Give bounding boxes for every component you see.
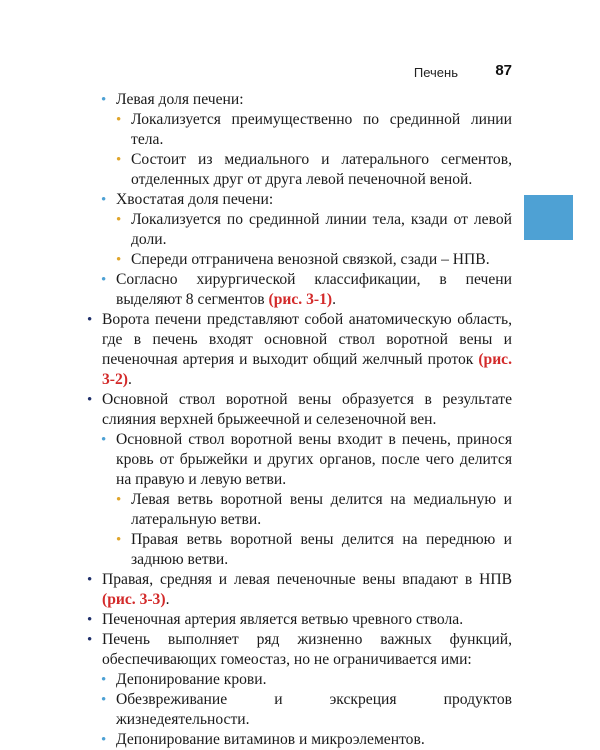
bullet-icon: • <box>101 272 107 288</box>
list-item: • Основной ствол воротной вены образуется в результате слияния верхней брыжеечной и селезеночной вен. <box>87 391 512 428</box>
bullet-icon: • <box>101 732 107 748</box>
list-item: • Согласно хирургической классификации, в печени выделяют 8 сегментов (рис. 3-1). <box>101 271 512 308</box>
bullet-icon: • <box>101 432 107 448</box>
list-item: • Депонирование крови. <box>101 671 267 688</box>
list-item: • Печеночная артерия является ветвью чревного ствола. <box>87 611 464 628</box>
list-item: • Левая ветвь воротной вены делится на медиальную и латеральную ветви. <box>116 491 512 528</box>
list-item: • Депонирование витаминов и микроэлементов. <box>101 731 425 748</box>
bullet-icon: • <box>87 632 93 648</box>
bullet-icon: • <box>101 192 107 208</box>
page-body <box>87 90 512 750</box>
bullet-icon: • <box>101 672 107 688</box>
bullet-icon: • <box>87 572 93 588</box>
list-item: • Обезвреживание и экскреция продуктов жизнедеятельности. <box>101 691 512 728</box>
running-header <box>0 62 512 84</box>
list-item: • Локализуется преимущественно по срединной линии тела. <box>116 111 512 148</box>
list-item: • Правая ветвь воротной вены делится на переднюю и заднюю ветви. <box>116 531 512 568</box>
list-item: • Спереди отграничена венозной связкой, сзади – НПВ. <box>116 251 490 268</box>
chapter-title: Печень <box>413 65 458 80</box>
figure-reference[interactable]: (рис. 3-2) <box>102 351 512 388</box>
chapter-tab-marker <box>524 195 573 240</box>
bullet-icon: • <box>116 212 122 228</box>
bullet-icon: • <box>87 392 93 408</box>
bullet-icon: • <box>101 692 107 708</box>
bullet-icon: • <box>87 612 93 628</box>
bullet-icon: • <box>116 532 122 548</box>
list-item: • Основной ствол воротной вены входит в печень, принося кровь от брыжейки и других органов, после чего делится на правую и левую ветви. <box>101 431 512 488</box>
figure-reference[interactable]: (рис. 3-3) <box>102 591 166 608</box>
bullet-icon: • <box>116 152 122 168</box>
list-item: • Хвостатая доля печени: <box>101 191 274 208</box>
list-item: • Состоит из медиального и латерального сегментов, отделенных друг от друга левой печеночной веной. <box>116 151 512 188</box>
bullet-icon: • <box>116 252 122 268</box>
bullet-icon: • <box>116 492 122 508</box>
list-item: • Ворота печени представляют собой анатомическую область, где в печень входят основной ствол воротной вены и печеночная артерия и выходит общий желчный проток (рис. 3-2). <box>87 311 512 388</box>
page-number: 87 <box>495 62 512 79</box>
figure-reference[interactable]: (рис. 3-1) <box>268 291 333 308</box>
list-item: • Правая, средняя и левая печеночные вены впадают в НПВ (рис. 3-3). <box>87 571 512 608</box>
list-item: • Печень выполняет ряд жизненно важных функций, обеспечивающих гомеостаз, но не ограничивается ими: <box>87 631 512 668</box>
bullet-icon: • <box>116 112 122 128</box>
list-item: • Левая доля печени: <box>101 91 244 108</box>
bullet-icon: • <box>87 312 93 328</box>
list-item: • Локализуется по срединной линии тела, кзади от левой доли. <box>116 211 512 248</box>
bullet-icon: • <box>101 92 107 108</box>
